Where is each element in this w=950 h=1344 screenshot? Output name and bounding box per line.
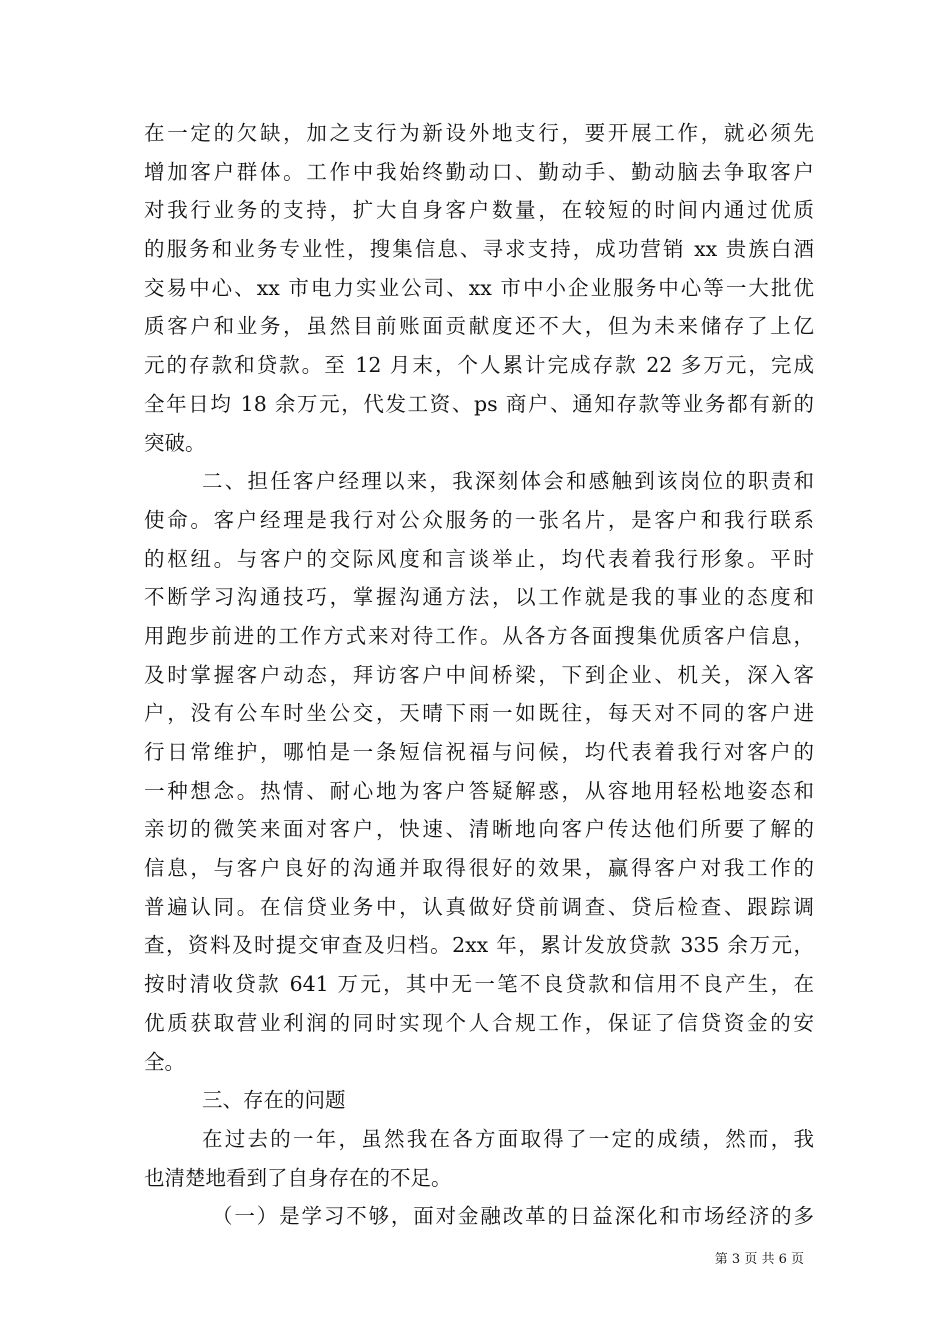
text-line: 的服务和业务专业性，搜集信息、寻求支持，成功营销 xx 贵族白酒: [144, 237, 814, 262]
text-line: 普遍认同。在信贷业务中，认真做好贷前调查、贷后检查、跟踪调: [144, 894, 814, 919]
text-line: 查，资料及时提交审查及归档。2xx 年，累计发放贷款 335 余万元，: [144, 933, 814, 958]
text-line: 在过去的一年，虽然我在各方面取得了一定的成绩，然而，我: [202, 1126, 814, 1151]
text-line: 元的存款和贷款。至 12 月末，个人累计完成存款 22 多万元，完成: [144, 353, 814, 378]
text-line: 质客户和业务，虽然目前账面贡献度还不大，但为未来储存了上亿: [144, 314, 814, 339]
text-line: 一种想念。热情、耐心地为客户答疑解惑，从容地用轻松地姿态和: [144, 778, 814, 803]
text-line: 交易中心、xx 市电力实业公司、xx 市中小企业服务中心等一大批优: [144, 275, 814, 300]
paragraph-5: [144, 1197, 814, 1236]
text-line: 优质获取营业利润的同时实现个人合规工作，保证了信贷资金的安: [144, 1010, 814, 1035]
text-line: 用跑步前进的工作方式来对待工作。从各方各面搜集优质客户信息，: [144, 623, 814, 648]
text-line: 使命。客户经理是我行对公众服务的一张名片，是客户和我行联系: [144, 507, 814, 532]
paragraph-2: [144, 462, 814, 1081]
text-line: 的枢纽。与客户的交际风度和言谈举止，均代表着我行形象。平时: [144, 546, 814, 571]
section-heading: [144, 1081, 814, 1120]
text-line: 不断学习沟通技巧，掌握沟通方法，以工作就是我的事业的态度和: [144, 585, 814, 610]
text-line: 增加客户群体。工作中我始终勤动口、勤动手、勤动脑去争取客户: [144, 159, 814, 184]
page-number-footer: 第 3 页 共 6 页: [714, 1252, 804, 1267]
text-line: 在一定的欠缺，加之支行为新设外地支行，要开展工作，就必须先: [144, 121, 814, 145]
text-line: （一）是学习不够，面对金融改革的日益深化和市场经济的多: [212, 1204, 814, 1229]
text-line: 按时清收贷款 641 万元，其中无一笔不良贷款和信用不良产生，在: [144, 972, 814, 997]
heading-text: 三、存在的问题: [202, 1088, 346, 1113]
paragraph-1: [144, 114, 814, 462]
text-line: 也清楚地看到了自身存在的不足。: [144, 1165, 452, 1190]
text-line: 全年日均 18 余万元，代发工资、ps 商户、通知存款等业务都有新的: [144, 391, 814, 416]
paragraph-4: [144, 1120, 814, 1197]
text-line: 二、担任客户经理以来，我深刻体会和感触到该岗位的职责和: [202, 469, 814, 494]
text-line: 信息，与客户良好的沟通并取得很好的效果，赢得客户对我工作的: [144, 856, 814, 881]
text-line: 及时掌握客户动态，拜访客户中间桥梁，下到企业、机关，深入客: [144, 662, 814, 687]
text-line: 行日常维护，哪怕是一条短信祝福与问候，均代表着我行对客户的: [144, 740, 814, 764]
text-line: 全。: [144, 1049, 185, 1074]
text-line: 突破。: [144, 430, 206, 455]
document-body: [144, 114, 814, 1236]
text-line: 户，没有公车时坐公交，天晴下雨一如既往，每天对不同的客户进: [144, 701, 814, 726]
text-line: 亲切的微笑来面对客户，快速、清晰地向客户传达他们所要了解的: [144, 817, 814, 842]
text-line: 对我行业务的支持，扩大自身客户数量，在较短的时间内通过优质: [144, 198, 814, 223]
